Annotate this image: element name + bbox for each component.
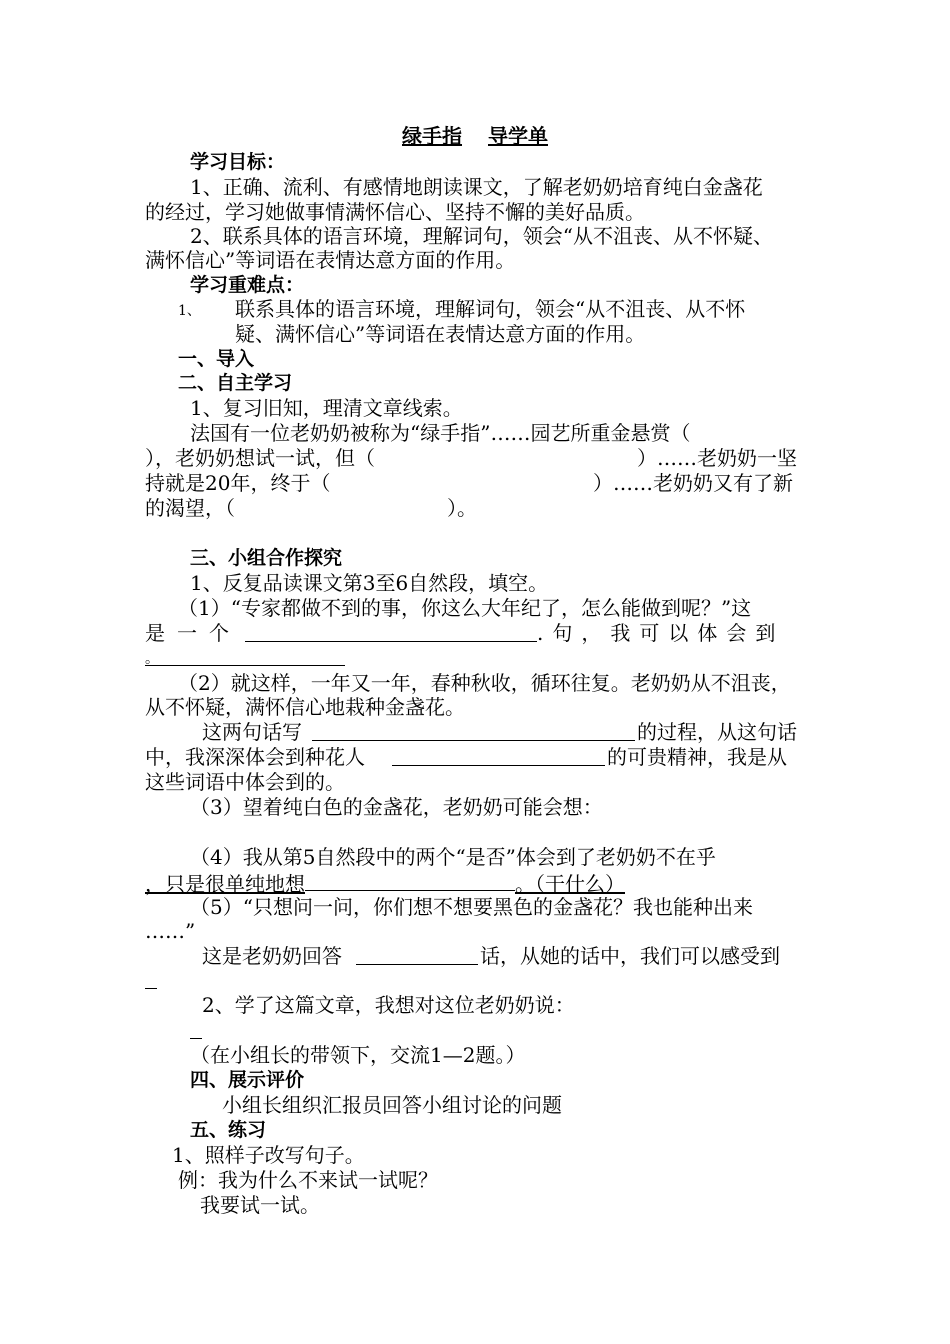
page-title	[0, 124, 950, 149]
q5-line-1: （5）“只想问一问，你们想不想要黑色的金盏花？我也能种出来	[190, 895, 753, 919]
key-point-line-2: 疑、满怀信心”等词语在表情达意方面的作用。	[235, 322, 646, 346]
section-5-heading: 五、练习	[190, 1119, 267, 1141]
q2-line-4b: 的可贵精神，我是从	[607, 745, 787, 769]
title-part2: 导学单	[488, 124, 548, 148]
section-4-text: 小组长组织汇报员回答小组讨论的问题	[222, 1093, 562, 1117]
q4-line-2	[145, 870, 625, 897]
goals-heading: 学习目标：	[190, 151, 286, 173]
review-line-3b: ）……老奶奶又有了新	[593, 471, 793, 495]
section-1-heading: 一、导入	[178, 348, 255, 370]
q4-line-1: （4）我从第5自然段中的两个“是否”体会到了老奶奶不在乎	[190, 845, 716, 869]
discussion-note: （在小组长的带领下，交流1—2题。）	[190, 1043, 526, 1067]
key-point-number: 1、	[178, 303, 201, 319]
q1-line-1: （1）“专家都做不到的事，你这么大年纪了，怎么能做到呢？”这	[178, 596, 752, 620]
q4-line-2b: 只是很单纯地想	[165, 872, 305, 896]
review-line-3a: 持就是20年，终于（	[145, 471, 331, 495]
review-line-4b: ）。	[447, 496, 477, 520]
review-line-2b: ）……老奶奶一坚	[637, 446, 797, 470]
q4-line-2a: ，	[145, 872, 165, 896]
key-point-line-1: 联系具体的语言环境，理解词句，领会“从不沮丧、从不怀	[235, 297, 746, 321]
q3-line: （3）望着纯白色的金盏花，老奶奶可能会想：	[190, 795, 603, 819]
q2-line-5: 这些词语中体会到的。	[145, 770, 345, 794]
q1-line-2a: 是一个	[145, 621, 241, 645]
example-sentence: 例：我为什么不来试一试呢？	[178, 1168, 438, 1192]
q1-blank-1[interactable]	[245, 621, 537, 642]
q5-line-3b: 话，从她的话中，我们可以感受到	[480, 944, 780, 968]
q2-blank-2[interactable]	[392, 745, 605, 766]
section-5-item-1: 1、照样子改写句子。	[172, 1143, 365, 1167]
q2-line-4a: 中，我深深体会到种花人	[145, 745, 365, 769]
q1-line-2b: .句，我可以体会到	[537, 621, 785, 645]
q5-answer-line[interactable]	[145, 968, 157, 989]
q4-line-2c: 。（干什么）	[515, 872, 625, 896]
section-2-heading: 二、自主学习	[178, 372, 293, 394]
review-line-4a: 的渴望，（	[145, 496, 235, 520]
q1-blank-2[interactable]	[145, 645, 345, 666]
q2-line-1: （2）就这样，一年又一年，春种秋收，循环往复。老奶奶从不沮丧，	[178, 671, 791, 695]
section-2-item-1: 1、复习旧知，理清文章线索。	[190, 396, 463, 420]
example-answer: 我要试一试。	[200, 1193, 320, 1217]
review-line-2a: ），老奶奶想试一试，但（	[145, 446, 375, 470]
q5-blank[interactable]	[356, 944, 478, 965]
q2-line-2: 从不怀疑，满怀信心地栽种金盏花。	[145, 695, 465, 719]
q1-line-2	[145, 621, 807, 646]
section-4-heading: 四、展示评价	[190, 1069, 305, 1091]
q5-line-3a: 这是老奶奶回答	[202, 944, 342, 968]
goal-1-line-1: 1、正确、流利、有感情地朗读课文，了解老奶奶培育纯白金盏花	[190, 175, 763, 199]
goal-2-line-1: 2、联系具体的语言环境，理解词句，领会“从不沮丧、从不怀疑、	[190, 224, 773, 248]
q4-blank[interactable]	[305, 870, 515, 891]
q2-line-3a: 这两句话写	[202, 720, 302, 744]
q1-end-mark: 。	[145, 651, 159, 667]
section-3-item-2: 2、学了这篇文章，我想对这位老奶奶说：	[202, 993, 575, 1017]
q2-line-3b: 的过程，从这句话	[637, 720, 797, 744]
section-3-heading: 三、小组合作探究	[190, 547, 343, 569]
section-3-item-1: 1、反复品读课文第3至6自然段，填空。	[190, 571, 549, 595]
q2-blank-1[interactable]	[312, 720, 635, 741]
key-points-heading: 学习重难点：	[190, 274, 305, 296]
q5-line-2: ……”	[145, 919, 196, 943]
goal-2-line-2: 满怀信心”等词语在表情达意方面的作用。	[145, 248, 516, 272]
item-2-answer-line[interactable]	[190, 1018, 202, 1039]
title-part1: 绿手指	[402, 124, 462, 148]
review-line-1: 法国有一位老奶奶被称为“绿手指”……园艺所重金悬赏（	[190, 421, 691, 445]
goal-1-line-2: 的经过，学习她做事情满怀信心、坚持不懈的美好品质。	[145, 200, 645, 224]
